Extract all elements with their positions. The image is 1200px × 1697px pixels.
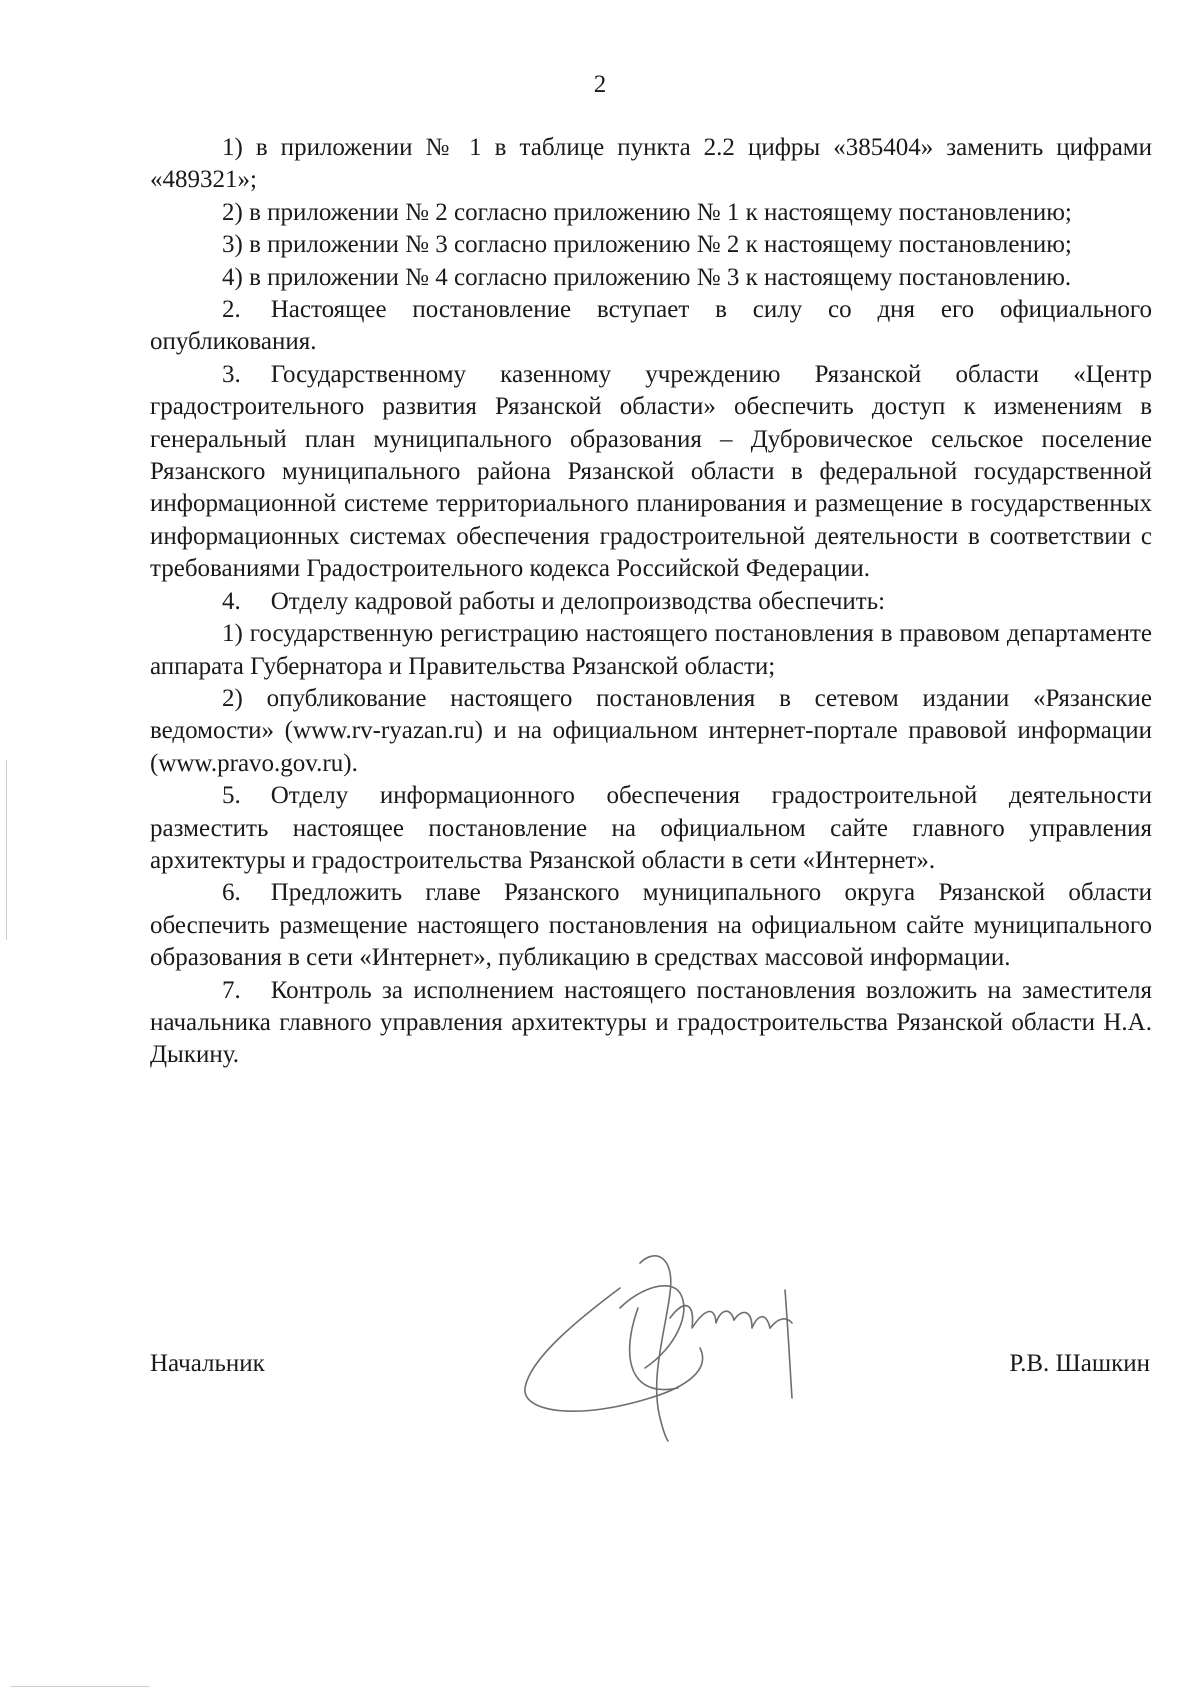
- paragraph-text: Контроль за исполнением настоящего постановления возложить на заместителя начальника главного управления архитектуры и градостроительства Рязанской области Н.А. Дыкину.: [150, 976, 1152, 1069]
- signatory-title: Начальник: [150, 1350, 265, 1377]
- page-number: 2: [593, 71, 607, 98]
- scan-edge-mark: [6, 760, 7, 940]
- paragraph-3: [150, 229, 1152, 261]
- item-number: 3): [222, 231, 243, 259]
- paragraph-text: Предложить главе Рязанского муниципального округа Рязанской области обеспечить размещение настоящего постановления на официальном сайте муниципального образования в сети «Интернет», публикацию в средствах массовой информации.: [150, 879, 1152, 972]
- signature-block: [150, 1348, 1150, 1380]
- paragraph-6: [150, 359, 1152, 586]
- paragraph-text: в приложении № 1 в таблице пункта 2.2 цифры «385404» заменить цифрами «489321»;: [150, 134, 1152, 194]
- paragraph-text: в приложении № 4 согласно приложению № 3 к настоящему постановлению.: [249, 263, 1072, 291]
- item-number: 1): [222, 134, 243, 161]
- paragraph-text: государственную регистрацию настоящего постановления в правовом департаменте аппарата Губернатора и Правительства Рязанской области;: [150, 620, 1152, 680]
- item-number: 6.: [222, 879, 241, 907]
- paragraph-text: в приложении № 2 согласно приложению № 1 к настоящему постановлению;: [249, 198, 1072, 226]
- item-number: 7.: [222, 976, 241, 1004]
- paragraph-text: Государственному казенному учреждению Рязанской области «Центр градостроительного развития Рязанской области» обеспечить доступ к изменениям в генеральный план муниципального образования – Дубровическое сельское поселение Рязанского муниципального района Рязанской области в федеральной государственной информационной системе территориального планирования и размещение в государственных информационных системах обеспечения градостроительной деятельности в соответствии с требованиями Градостроительного кодекса Российской Федерации.: [150, 360, 1152, 583]
- item-number: 3.: [222, 360, 241, 388]
- paragraph-5: [150, 294, 1152, 359]
- paragraph-text: Отделу информационного обеспечения градостроительной деятельности разместить настоящее постановление на официальном сайте главного управления архитектуры и градостроительства Рязанской области в сети «Интернет».: [150, 782, 1152, 874]
- paragraph-9: [150, 683, 1152, 780]
- item-number: 2): [222, 198, 243, 226]
- item-number: 2.: [222, 296, 241, 324]
- item-number: 5.: [222, 782, 241, 810]
- paragraph-8: [150, 618, 1152, 683]
- scan-edge-mark: [10, 1686, 150, 1687]
- signatory-name: Р.В. Шашкин: [1009, 1350, 1150, 1377]
- paragraph-text: в приложении № 3 согласно приложению № 2 к настоящему постановлению;: [249, 231, 1072, 259]
- paragraph-12: [150, 975, 1152, 1072]
- item-number: 2): [222, 684, 243, 712]
- paragraph-4: [150, 262, 1152, 294]
- paragraph-11: [150, 877, 1152, 974]
- item-number: 4.: [222, 587, 241, 615]
- paragraph-1: [150, 132, 1152, 197]
- paragraph-text: Отделу кадровой работы и делопроизводства обеспечить:: [270, 587, 886, 615]
- document-body: [150, 132, 1152, 1072]
- paragraph-10: [150, 780, 1152, 877]
- paragraph-2: [150, 197, 1152, 229]
- paragraph-text: Настоящее постановление вступает в силу со дня его официального опубликования.: [150, 296, 1152, 356]
- item-number: 1): [222, 620, 243, 648]
- handwritten-signature: [520, 1248, 830, 1443]
- paragraph-text: опубликование настоящего постановления в сетевом издании «Рязанские ведомости» (www.rv-ryazan.ru) и на официальном интернет-портале правовой информации (www.pravo.gov.ru).: [150, 684, 1153, 777]
- paragraph-7: [150, 586, 1152, 618]
- item-number: 4): [222, 263, 243, 291]
